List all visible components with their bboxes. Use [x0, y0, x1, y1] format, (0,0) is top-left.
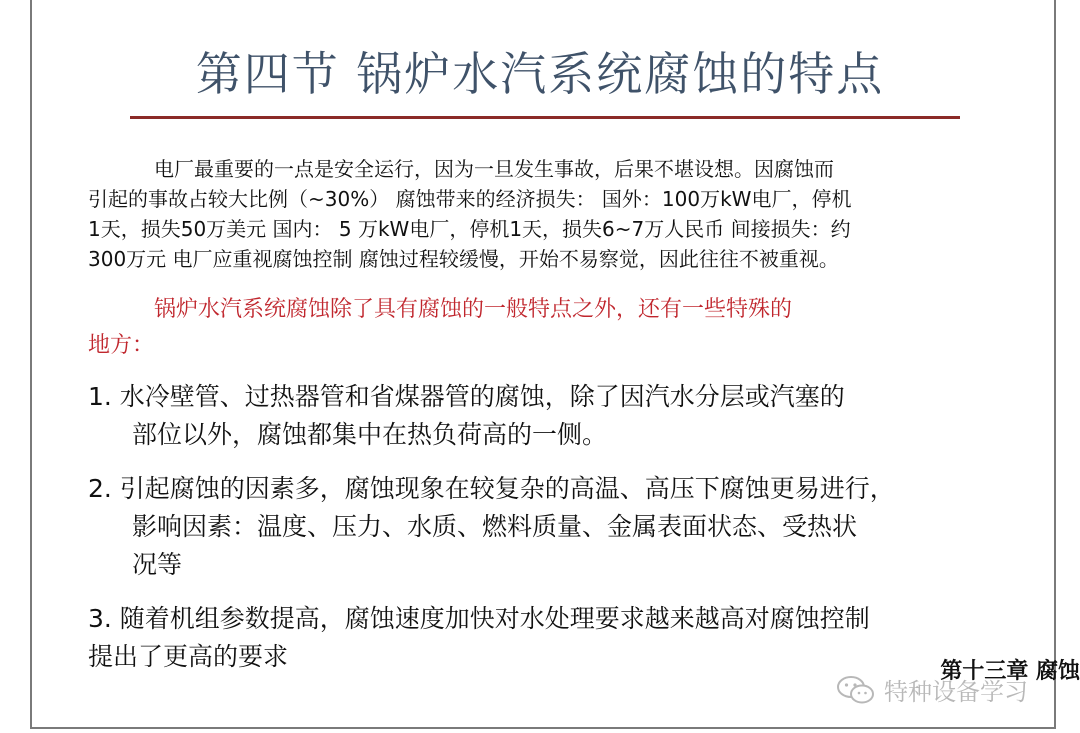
intro-line: 1天，损失50万美元 国内： 5 万kW电厂，停机1天，损失6~7万人民币 间接损失：约: [88, 217, 851, 241]
wechat-icon: [836, 675, 876, 705]
highlight-line: 锅炉水汽系统腐蚀除了具有腐蚀的一般特点之外，还有一些特殊的: [154, 297, 793, 322]
list-item: [88, 470, 1028, 584]
title-divider: [130, 116, 960, 119]
list-item-line: 3. 随着机组参数提高，腐蚀速度加快对水处理要求越来越高对腐蚀控制: [88, 604, 870, 633]
list-item-line: 影响因素：温度、压力、水质、燃料质量、金属表面状态、受热状: [132, 512, 858, 541]
chapter-label: 第十三章 腐蚀: [940, 659, 1080, 684]
list-item-line: 提出了更高的要求: [88, 642, 289, 671]
list-item: [88, 600, 1028, 676]
feature-list: [88, 378, 1028, 692]
intro-paragraph: [88, 154, 1018, 274]
intro-line: 引起的事故占较大比例（~30%） 腐蚀带来的经济损失： 国外：100万kW电厂，停机: [88, 187, 852, 211]
list-item-line: 2. 引起腐蚀的因素多，腐蚀现象在较复杂的高温、高压下腐蚀更易进行，: [88, 474, 895, 503]
slide-title: 第四节 锅炉水汽系统腐蚀的特点: [195, 47, 885, 101]
intro-line: 电厂最重要的一点是安全运行，因为一旦发生事故，后果不堪设想。因腐蚀而: [154, 157, 834, 181]
watermark: [836, 672, 1028, 707]
list-item-line: 部位以外，腐蚀都集中在热负荷高的一侧。: [132, 420, 608, 449]
highlight-line: 地方：: [88, 333, 155, 358]
list-item: [88, 378, 1028, 454]
list-item-line: 况等: [132, 550, 183, 579]
list-item-line: 1. 水冷壁管、过热器管和省煤器管的腐蚀，除了因汽水分层或汽塞的: [88, 382, 845, 411]
watermark-text: 特种设备学习: [884, 678, 1028, 706]
intro-line: 300万元 电厂应重视腐蚀控制 腐蚀过程较缓慢，开始不易察觉，因此往往不被重视。: [88, 247, 839, 271]
highlight-paragraph: [88, 292, 1018, 364]
